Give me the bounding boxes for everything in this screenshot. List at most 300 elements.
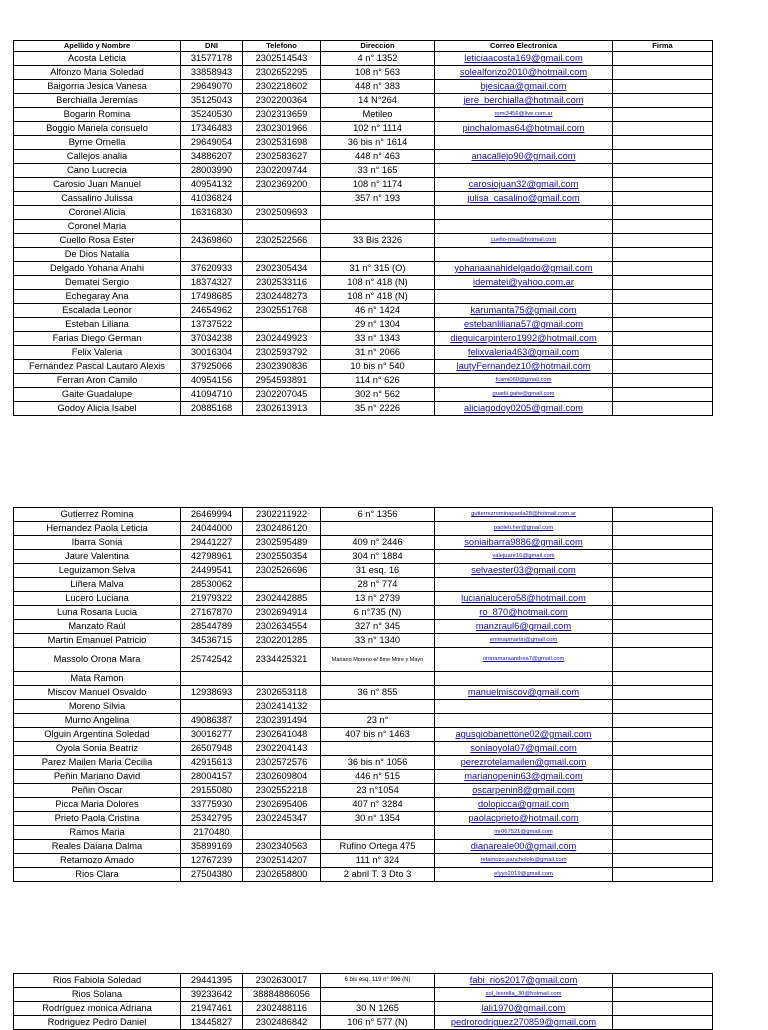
cell-correo[interactable]: paoleti.her@gmail.com	[435, 522, 613, 536]
cell-name: Miscov Manuel Osvaldo	[14, 686, 181, 700]
cell-correo	[435, 672, 613, 686]
cell-direccion: 357 n° 193	[321, 192, 435, 206]
cell-firma	[613, 318, 713, 332]
cell-dni: 13737522	[181, 318, 243, 332]
cell-firma	[613, 178, 713, 192]
table-row	[14, 854, 713, 868]
cell-dni: 49086387	[181, 714, 243, 728]
cell-telefono: 2954593891	[243, 374, 321, 388]
cell-telefono: 2302694914	[243, 606, 321, 620]
cell-telefono: 2302551768	[243, 304, 321, 318]
cell-direccion: 108 n° 1174	[321, 178, 435, 192]
cell-firma	[613, 108, 713, 122]
cell-telefono: 2302658800	[243, 868, 321, 882]
cell-dni: 29441395	[181, 974, 243, 988]
table-row	[14, 122, 713, 136]
cell-correo[interactable]: lautyFernandez10@hotmail.com	[435, 360, 613, 374]
cell-direccion: 6 n°735 (N)	[321, 606, 435, 620]
cell-name: Fernández Pascal Lautaro Alexis	[14, 360, 181, 374]
cell-direccion: 13 n° 2739	[321, 592, 435, 606]
table-row	[14, 360, 713, 374]
cell-firma	[613, 770, 713, 784]
cell-telefono: 2302369200	[243, 178, 321, 192]
cell-correo[interactable]: dianareale00@gmail.com	[435, 840, 613, 854]
table-row	[14, 714, 713, 728]
cell-firma	[613, 988, 713, 1002]
cell-firma	[613, 402, 713, 416]
cell-name: Gutierrez Romina	[14, 508, 181, 522]
cell-telefono: 2302533116	[243, 276, 321, 290]
cell-name: Felix Valeria	[14, 346, 181, 360]
cell-dni: 13445827	[181, 1016, 243, 1030]
table-row	[14, 276, 713, 290]
cell-correo[interactable]: estebanliliana57@gmail.com	[435, 318, 613, 332]
cell-name: Rios Clara	[14, 868, 181, 882]
cell-name: Dematei Sergio	[14, 276, 181, 290]
cell-name: Coronel Alicia	[14, 206, 181, 220]
table-row	[14, 686, 713, 700]
cell-dni: 33858943	[181, 66, 243, 80]
table-row	[14, 564, 713, 578]
cell-telefono: 2302207045	[243, 388, 321, 402]
cell-correo[interactable]: oscarpenin8@gmail.com	[435, 784, 613, 798]
cell-correo[interactable]: fcami060@gmail.com	[435, 374, 613, 388]
cell-correo[interactable]: dieguicarpintero1992@hotmail.com	[435, 332, 613, 346]
cell-correo	[435, 578, 613, 592]
cell-direccion: 448 n° 383	[321, 80, 435, 94]
cell-correo	[435, 714, 613, 728]
table-row	[14, 974, 713, 988]
cell-correo[interactable]: ro_870@hotmail.com	[435, 606, 613, 620]
cell-firma	[613, 388, 713, 402]
table-row	[14, 150, 713, 164]
cell-dni: 35240530	[181, 108, 243, 122]
cell-telefono: 2302340563	[243, 840, 321, 854]
table-row	[14, 578, 713, 592]
cell-firma	[613, 550, 713, 564]
cell-telefono: 2302630017	[243, 974, 321, 988]
cell-correo[interactable]: marianopenin63@gmail.com	[435, 770, 613, 784]
cell-dni: 24654962	[181, 304, 243, 318]
table-row	[14, 220, 713, 234]
table-row	[14, 388, 713, 402]
cell-name: De Dios Natalia	[14, 248, 181, 262]
cell-name: Hernandez Paola Leticia	[14, 522, 181, 536]
cell-correo[interactable]: pedrorodriguez270859@gmail.com	[435, 1016, 613, 1030]
table-row	[14, 1002, 713, 1016]
cell-direccion: 31 n° 315 (O)	[321, 262, 435, 276]
cell-firma	[613, 1016, 713, 1030]
header-name: Apellido y Nombre	[14, 41, 181, 52]
cell-correo[interactable]: oronamaraandrea7@gmail.com	[435, 648, 613, 672]
cell-correo[interactable]: agusgiobanettone02@gmail.com	[435, 728, 613, 742]
cell-firma	[613, 592, 713, 606]
cell-telefono	[243, 220, 321, 234]
cell-dni: 29649054	[181, 136, 243, 150]
cell-dni: 26469994	[181, 508, 243, 522]
cell-telefono: 2302305434	[243, 262, 321, 276]
cell-dni: 17346483	[181, 122, 243, 136]
cell-name: Jaure Valentina	[14, 550, 181, 564]
table-row	[14, 672, 713, 686]
cell-direccion: 23 n°1054	[321, 784, 435, 798]
cell-firma	[613, 262, 713, 276]
cell-firma	[613, 1002, 713, 1016]
cell-correo	[435, 136, 613, 150]
cell-telefono	[243, 318, 321, 332]
cell-name: Ferran Aron Camilo	[14, 374, 181, 388]
cell-dni: 27167870	[181, 606, 243, 620]
cell-name: Byrne Ornella	[14, 136, 181, 150]
cell-name: Rodríguez monica Adriana	[14, 1002, 181, 1016]
cell-correo	[435, 248, 613, 262]
table-row	[14, 290, 713, 304]
cell-correo[interactable]: bjesicaa@gmail.com	[435, 80, 613, 94]
table-row	[14, 206, 713, 220]
cell-dni: 26507948	[181, 742, 243, 756]
cell-correo[interactable]: selvaester03@gmail.com	[435, 564, 613, 578]
cell-firma	[613, 220, 713, 234]
cell-correo[interactable]: pinchalomas64@hotmail.com	[435, 122, 613, 136]
cell-name: Retamozo Amado	[14, 854, 181, 868]
cell-direccion: 407 bis n° 1463	[321, 728, 435, 742]
cell-telefono: 2302201285	[243, 634, 321, 648]
cell-dni: 37925066	[181, 360, 243, 374]
table-row	[14, 634, 713, 648]
cell-correo[interactable]: yohanaanahidelgado@gmail.com	[435, 262, 613, 276]
table-row	[14, 742, 713, 756]
cell-correo[interactable]: dolopicca@gmail.com	[435, 798, 613, 812]
cell-name: Liñera Malva	[14, 578, 181, 592]
cell-name: Cano Lucrecia	[14, 164, 181, 178]
cell-direccion: 448 n° 463	[321, 150, 435, 164]
table-row	[14, 94, 713, 108]
table-row	[14, 700, 713, 714]
cell-correo[interactable]: manuelmiscov@gmail.com	[435, 686, 613, 700]
cell-correo[interactable]: julisa_casalino@gmail.com	[435, 192, 613, 206]
table-row	[14, 536, 713, 550]
cell-firma	[613, 756, 713, 770]
cell-name: Moreno Silvia	[14, 700, 181, 714]
cell-dni: 28530062	[181, 578, 243, 592]
cell-telefono	[243, 672, 321, 686]
cell-name: Martin Emanuel Patricio	[14, 634, 181, 648]
table-row	[14, 770, 713, 784]
cell-correo[interactable]: paolacprieto@hotmail.com	[435, 812, 613, 826]
cell-direccion: 327 n° 345	[321, 620, 435, 634]
cell-telefono: 2302211922	[243, 508, 321, 522]
cell-correo[interactable]: retamozo.panchololo@gmail.com	[435, 854, 613, 868]
cell-direccion: Rufino Ortega 475	[321, 840, 435, 854]
cell-direccion: 409 n° 2446	[321, 536, 435, 550]
table-row	[14, 508, 713, 522]
cell-correo[interactable]: lucianalucero58@hotmail.com	[435, 592, 613, 606]
cell-dni: 28003990	[181, 164, 243, 178]
cell-correo[interactable]: guadii.gaite@gmail.com	[435, 388, 613, 402]
cell-dni: 24499541	[181, 564, 243, 578]
cell-correo[interactable]: karumanta75@gmail.com	[435, 304, 613, 318]
cell-telefono: 2302514543	[243, 52, 321, 66]
cell-firma	[613, 620, 713, 634]
table-row	[14, 52, 713, 66]
cell-correo[interactable]: soniaoyola07@gmail.com	[435, 742, 613, 756]
table-row	[14, 304, 713, 318]
cell-dni: 34536715	[181, 634, 243, 648]
cell-firma	[613, 686, 713, 700]
cell-correo[interactable]: soniaibarra9886@gmail.com	[435, 536, 613, 550]
cell-dni: 37034238	[181, 332, 243, 346]
cell-name: Carosio Juan Manuel	[14, 178, 181, 192]
cell-firma	[613, 248, 713, 262]
cell-name: Esteban Liliana	[14, 318, 181, 332]
cell-firma	[613, 564, 713, 578]
contacts-table-1	[13, 40, 713, 416]
cell-direccion: 33 n° 1340	[321, 634, 435, 648]
cell-firma	[613, 672, 713, 686]
cell-direccion: 33 n° 1343	[321, 332, 435, 346]
cell-correo[interactable]: carosiojuan32@gmail.com	[435, 178, 613, 192]
cell-dni: 25342795	[181, 812, 243, 826]
cell-direccion: 6 n° 1356	[321, 508, 435, 522]
header-dni: DNI	[181, 41, 243, 52]
cell-telefono: 2302583627	[243, 150, 321, 164]
cell-dni: 24369860	[181, 234, 243, 248]
table-row	[14, 798, 713, 812]
cell-direccion: 304 n° 1884	[321, 550, 435, 564]
cell-telefono: 2302509693	[243, 206, 321, 220]
cell-direccion: 6 bis esq. 119 n° 996 (N)	[321, 974, 435, 988]
table-row	[14, 108, 713, 122]
cell-dni: 35899169	[181, 840, 243, 854]
cell-direccion: 114 n° 626	[321, 374, 435, 388]
table-row	[14, 262, 713, 276]
cell-direccion: 407 n° 3284	[321, 798, 435, 812]
table-row	[14, 318, 713, 332]
cell-name: Cuello Rosa Ester	[14, 234, 181, 248]
cell-telefono: 2302486120	[243, 522, 321, 536]
cell-dni: 39233642	[181, 988, 243, 1002]
header-correo: Correo Electronica	[435, 41, 613, 52]
cell-name: Rodriguez Pedro Daniel	[14, 1016, 181, 1030]
cell-firma	[613, 136, 713, 150]
cell-dni: 27504380	[181, 868, 243, 882]
cell-name: Rios Fabiola Soledad	[14, 974, 181, 988]
cell-telefono: 2302488116	[243, 1002, 321, 1016]
cell-telefono: 2302313659	[243, 108, 321, 122]
cell-firma	[613, 66, 713, 80]
cell-correo[interactable]: anacallejo90@gmail.com	[435, 150, 613, 164]
cell-name: Ramos Maria	[14, 826, 181, 840]
cell-correo[interactable]: manzraul6@gmail.com	[435, 620, 613, 634]
cell-name: Reales Daiana Dalma	[14, 840, 181, 854]
cell-correo[interactable]: perezrotelamailen@gmail.com	[435, 756, 613, 770]
table-header-row	[14, 41, 713, 52]
cell-telefono: 2302414132	[243, 700, 321, 714]
cell-dni: 37620933	[181, 262, 243, 276]
cell-telefono: 2302595489	[243, 536, 321, 550]
cell-firma	[613, 606, 713, 620]
cell-correo[interactable]: romi3456@live.com.ar	[435, 108, 613, 122]
cell-correo[interactable]: mr067521@gmail.com	[435, 826, 613, 840]
cell-telefono: 2302609804	[243, 770, 321, 784]
table-row	[14, 606, 713, 620]
cell-direccion	[321, 700, 435, 714]
cell-firma	[613, 346, 713, 360]
cell-name: Luna Rosana Lucia	[14, 606, 181, 620]
cell-name: Peñin Oscar	[14, 784, 181, 798]
cell-dni: 31577178	[181, 52, 243, 66]
cell-dni: 18374327	[181, 276, 243, 290]
cell-firma	[613, 634, 713, 648]
table-row	[14, 234, 713, 248]
cell-name: Ibarra Sonia	[14, 536, 181, 550]
cell-correo[interactable]: lali1970@gmail.com	[435, 1002, 613, 1016]
cell-name: Delgado Yohana Anahi	[14, 262, 181, 276]
cell-correo[interactable]: emmapmartin@gmail.com	[435, 634, 613, 648]
cell-name: Rios Solana	[14, 988, 181, 1002]
cell-name: Coronel Maria	[14, 220, 181, 234]
cell-dni: 29155080	[181, 784, 243, 798]
cell-direccion: 111 n° 324	[321, 854, 435, 868]
cell-correo[interactable]: gutierrezrominapaola28@hotmail.com.ar	[435, 508, 613, 522]
header-firma: Firma	[613, 41, 713, 52]
cell-direccion: 108 n° 418 (N)	[321, 290, 435, 304]
cell-telefono: 2302209744	[243, 164, 321, 178]
cell-name: Boggio Mariela consuelo	[14, 122, 181, 136]
table-row	[14, 164, 713, 178]
cell-firma	[613, 150, 713, 164]
cell-dni: 40954156	[181, 374, 243, 388]
cell-telefono: 2302572576	[243, 756, 321, 770]
cell-direccion: 106 n° 577 (N)	[321, 1016, 435, 1030]
cell-direccion: 108 n° 563	[321, 66, 435, 80]
cell-dni: 35125043	[181, 94, 243, 108]
table-row	[14, 80, 713, 94]
cell-firma	[613, 192, 713, 206]
cell-direccion: 31 esq. 16	[321, 564, 435, 578]
cell-telefono: 2302653118	[243, 686, 321, 700]
table-row	[14, 550, 713, 564]
cell-name: Massolo Orona Mara	[14, 648, 181, 672]
table-row	[14, 1016, 713, 1030]
cell-direccion: 35 n° 2226	[321, 402, 435, 416]
cell-firma	[613, 728, 713, 742]
cell-direccion: 46 n° 1424	[321, 304, 435, 318]
header-telefono: Telefono	[243, 41, 321, 52]
cell-correo[interactable]: elyyo2019@gmail.com	[435, 868, 613, 882]
cell-direccion: 36 bis n° 1614	[321, 136, 435, 150]
cell-name: Acosta Leticia	[14, 52, 181, 66]
cell-direccion: 36 bis n° 1056	[321, 756, 435, 770]
cell-telefono: 2302522566	[243, 234, 321, 248]
cell-telefono	[243, 826, 321, 840]
cell-name: Lucero Luciana	[14, 592, 181, 606]
cell-name: Gaite Guadalupe	[14, 388, 181, 402]
cell-correo[interactable]: felixvaleria463@gmail.com	[435, 346, 613, 360]
cell-dni: 28004157	[181, 770, 243, 784]
cell-direccion: 23 n°	[321, 714, 435, 728]
table-row	[14, 648, 713, 672]
cell-dni: 24044000	[181, 522, 243, 536]
cell-direccion: 29 n° 1304	[321, 318, 435, 332]
cell-dni: 29649070	[181, 80, 243, 94]
cell-dni: 2170480	[181, 826, 243, 840]
cell-name: Farias Diego German	[14, 332, 181, 346]
header-direccion: Direccion	[321, 41, 435, 52]
cell-telefono: 2302634554	[243, 620, 321, 634]
cell-telefono: 2302390836	[243, 360, 321, 374]
cell-correo[interactable]: cuello-rosa@hotmail.com	[435, 234, 613, 248]
cell-firma	[613, 80, 713, 94]
cell-direccion: 102 n° 1114	[321, 122, 435, 136]
table-row	[14, 522, 713, 536]
cell-firma	[613, 826, 713, 840]
cell-correo[interactable]: jere_berchialla@hotmail.com	[435, 94, 613, 108]
cell-direccion: 28 n° 774	[321, 578, 435, 592]
cell-direccion: 4 n° 1352	[321, 52, 435, 66]
cell-telefono: 2302550354	[243, 550, 321, 564]
cell-firma	[613, 164, 713, 178]
cell-firma	[613, 332, 713, 346]
cell-dni	[181, 700, 243, 714]
cell-correo[interactable]: idematei@yahoo.com.ar	[435, 276, 613, 290]
table-row	[14, 192, 713, 206]
cell-firma	[613, 798, 713, 812]
cell-firma	[613, 974, 713, 988]
cell-firma	[613, 94, 713, 108]
cell-dni: 21979322	[181, 592, 243, 606]
cell-correo[interactable]: valejuare16@gmail.com	[435, 550, 613, 564]
cell-correo[interactable]: solealfonzo2010@hotmail.com	[435, 66, 613, 80]
cell-correo[interactable]: leticiaacosta169@gmail.com	[435, 52, 613, 66]
cell-direccion: 31 n° 2066	[321, 346, 435, 360]
cell-dni	[181, 672, 243, 686]
cell-firma	[613, 304, 713, 318]
cell-correo[interactable]: sol_lesrella_30@hotmail.com	[435, 988, 613, 1002]
cell-firma	[613, 206, 713, 220]
table-row	[14, 756, 713, 770]
cell-firma	[613, 276, 713, 290]
cell-name: Escalada Leonor	[14, 304, 181, 318]
cell-correo[interactable]: fabi_rios2017@gmail.com	[435, 974, 613, 988]
cell-name: Prieto Paola Cristina	[14, 812, 181, 826]
cell-dni: 42798961	[181, 550, 243, 564]
cell-name: Baigorria Jesica Vanesa	[14, 80, 181, 94]
cell-name: Leguizamon Selva	[14, 564, 181, 578]
cell-correo	[435, 290, 613, 304]
cell-name: Callejos analia	[14, 150, 181, 164]
cell-dni: 40954132	[181, 178, 243, 192]
table-row	[14, 178, 713, 192]
cell-telefono: 2302218602	[243, 80, 321, 94]
table-row	[14, 728, 713, 742]
cell-telefono: 2302200364	[243, 94, 321, 108]
cell-firma	[613, 714, 713, 728]
cell-firma	[613, 784, 713, 798]
cell-correo	[435, 206, 613, 220]
cell-direccion: 33 n° 165	[321, 164, 435, 178]
cell-firma	[613, 840, 713, 854]
cell-direccion: 33 Bis 2326	[321, 234, 435, 248]
cell-correo[interactable]: aliciagodoy0205@gmail.com	[435, 402, 613, 416]
table-row	[14, 248, 713, 262]
cell-firma	[613, 522, 713, 536]
cell-firma	[613, 290, 713, 304]
cell-telefono: 2302301966	[243, 122, 321, 136]
table-row	[14, 66, 713, 80]
table-row	[14, 332, 713, 346]
cell-telefono: 2302514207	[243, 854, 321, 868]
